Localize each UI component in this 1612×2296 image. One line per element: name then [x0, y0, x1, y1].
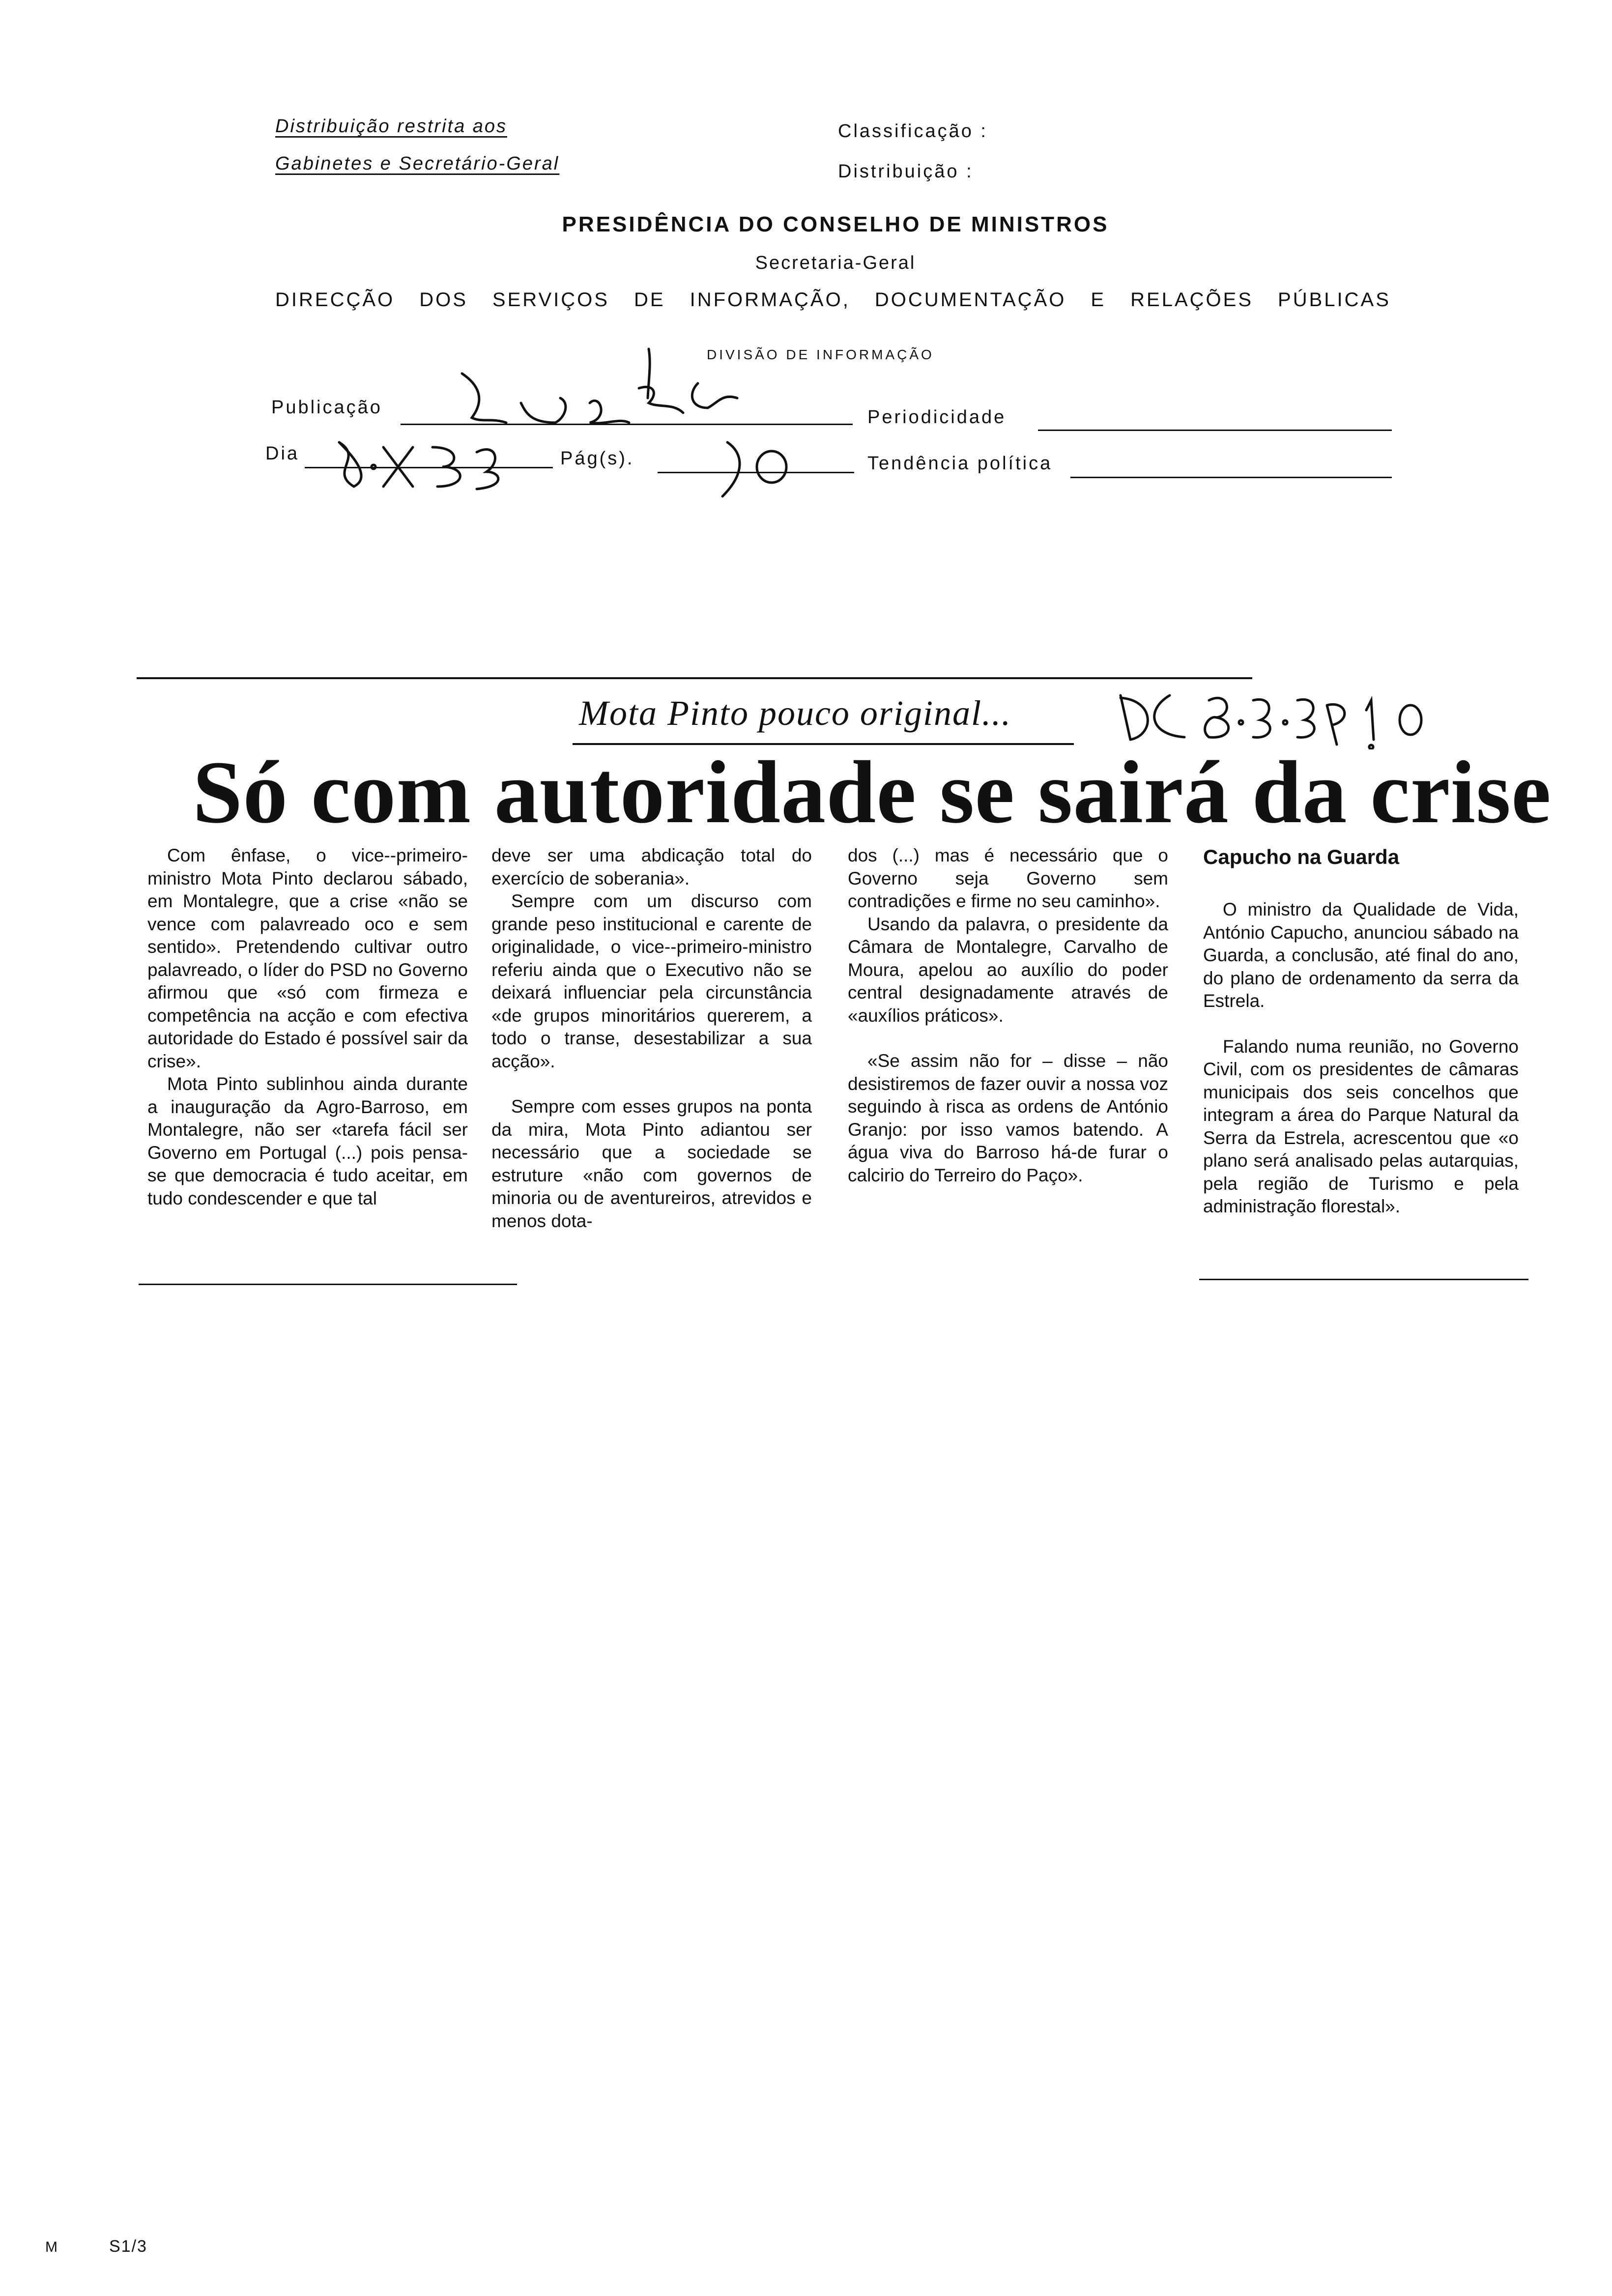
article-column-3: [848, 844, 1168, 1187]
directorate-word: E: [1091, 289, 1106, 311]
sidebar-heading: Capucho na Guarda: [1203, 845, 1400, 868]
article-column-4: [1203, 898, 1519, 1218]
day-label: Dia: [265, 443, 300, 464]
directorate-word: INFORMAÇÃO,: [690, 289, 850, 311]
directorate-word: RELAÇÕES: [1130, 289, 1253, 311]
directorate-word: DOS: [419, 289, 468, 311]
paragraph: Sempre com esses grupos na ponta da mira, Mota Pinto adiantou ser necessário que a sociedade se estruture «não com governos de minoria ou de aventureiros, atrevidos e menos dota-: [491, 1096, 812, 1231]
paragraph: Falando numa reunião, no Governo Civil, com os presidentes de câmaras municipais dos seis concelhos que integram a área do Parque Natural da Serra da Estrela, acrescentou que «o plano será analisado pelas autarquias, pela região de Turismo e pela administração florestal».: [1203, 1036, 1519, 1216]
footer-code-right: S1/3: [109, 2237, 147, 2256]
footer-code-left: M: [45, 2239, 58, 2255]
directorate-word: DOCUMENTAÇÃO: [874, 289, 1066, 311]
division-title: DIVISÃO DE INFORMAÇÃO: [707, 347, 934, 362]
paragraph: Sempre com um discurso com grande peso institucional e carente de originalidade, o vice--primeiro-ministro referiu ainda que o Executivo não se deixará influenciar pela circunstância «de grupos minoritários quererem, a todo o transe, desestabilizar a sua acção».: [491, 891, 812, 1071]
publication-label: Publicação: [271, 397, 382, 418]
directorate-word: DIRECÇÃO: [275, 289, 395, 311]
paragraph: «Se assim não for – disse – não desistiremos de fazer ouvir a nossa voz seguindo à risca as ordens de António Granjo: por isso vamos batendo. A água viva do Barroso há-de furar o calcirio do Terreiro do Paço».: [848, 1051, 1168, 1185]
periodicity-field-line: [1038, 430, 1392, 431]
handwritten-source-note: [1111, 686, 1435, 749]
paragraph: Mota Pinto sublinhou ainda durante a inauguração da Agro-Barroso, em Montalegre, não ser «tarefa fácil ser Governo em Portugal (...) pois pensa-se que democracia é tudo aceitar, em tudo condescender e que tal: [147, 1074, 468, 1208]
restricted-distribution-line1: Distribuição restrita aos: [275, 116, 508, 137]
tendency-field-line: [1070, 477, 1392, 478]
directorate-word: DE: [633, 289, 665, 311]
tendency-label: Tendência política: [867, 453, 1053, 474]
paragraph: O ministro da Qualidade de Vida, António Capucho, anunciou sábado na Guarda, a conclusão, até final do ano, do plano de ordenamento da serra da Estrela.: [1203, 899, 1519, 1011]
paragraph: Com ênfase, o vice--primeiro-ministro Mota Pinto declarou sábado, em Montalegre, que a crise «não se vence com palavreado oco e sem sentido». Pretendendo cultivar outro palavreado, o líder do PSD no Governo afirmou que «só com firmeza e competência na acção e com efectiva autoridade do Estado é possível sair da crise».: [147, 845, 468, 1071]
article-top-rule: [137, 677, 1252, 679]
classification-label: Classificação :: [838, 121, 988, 142]
secretariat-title: Secretaria-Geral: [755, 253, 916, 273]
periodicity-label: Periodicidade: [867, 407, 1007, 428]
article-bottom-rule-right: [1199, 1279, 1528, 1280]
article-column-2: [491, 844, 812, 1233]
article-kicker: Mota Pinto pouco original...: [579, 693, 1011, 733]
paragraph: deve ser uma abdicação total do exercício de soberania».: [491, 845, 812, 889]
institution-title: PRESIDÊNCIA DO CONSELHO DE MINISTROS: [562, 212, 1109, 236]
handwritten-date-pages: [319, 432, 885, 506]
restricted-distribution-line2: Gabinetes e Secretário-Geral: [275, 153, 560, 174]
article-column-1: [147, 844, 468, 1210]
directorate-word: SERVIÇOS: [492, 289, 609, 311]
article-headline: Só com autoridade se sairá da crise: [193, 743, 1552, 842]
paragraph: Usando da palavra, o presidente da Câmara de Montalegre, Carvalho de Moura, apelou ao auxílio do poder central designadamente através de «auxílios práticos».: [848, 914, 1168, 1026]
distribution-label: Distribuição :: [838, 161, 974, 182]
pages-label: Pág(s).: [560, 448, 634, 469]
article-bottom-rule-left: [139, 1284, 517, 1285]
directorate-title: [275, 289, 1391, 311]
directorate-word: PÚBLICAS: [1278, 289, 1391, 311]
paragraph: dos (...) mas é necessário que o Governo seja Governo sem contradições e firme no seu caminho».: [848, 845, 1168, 911]
